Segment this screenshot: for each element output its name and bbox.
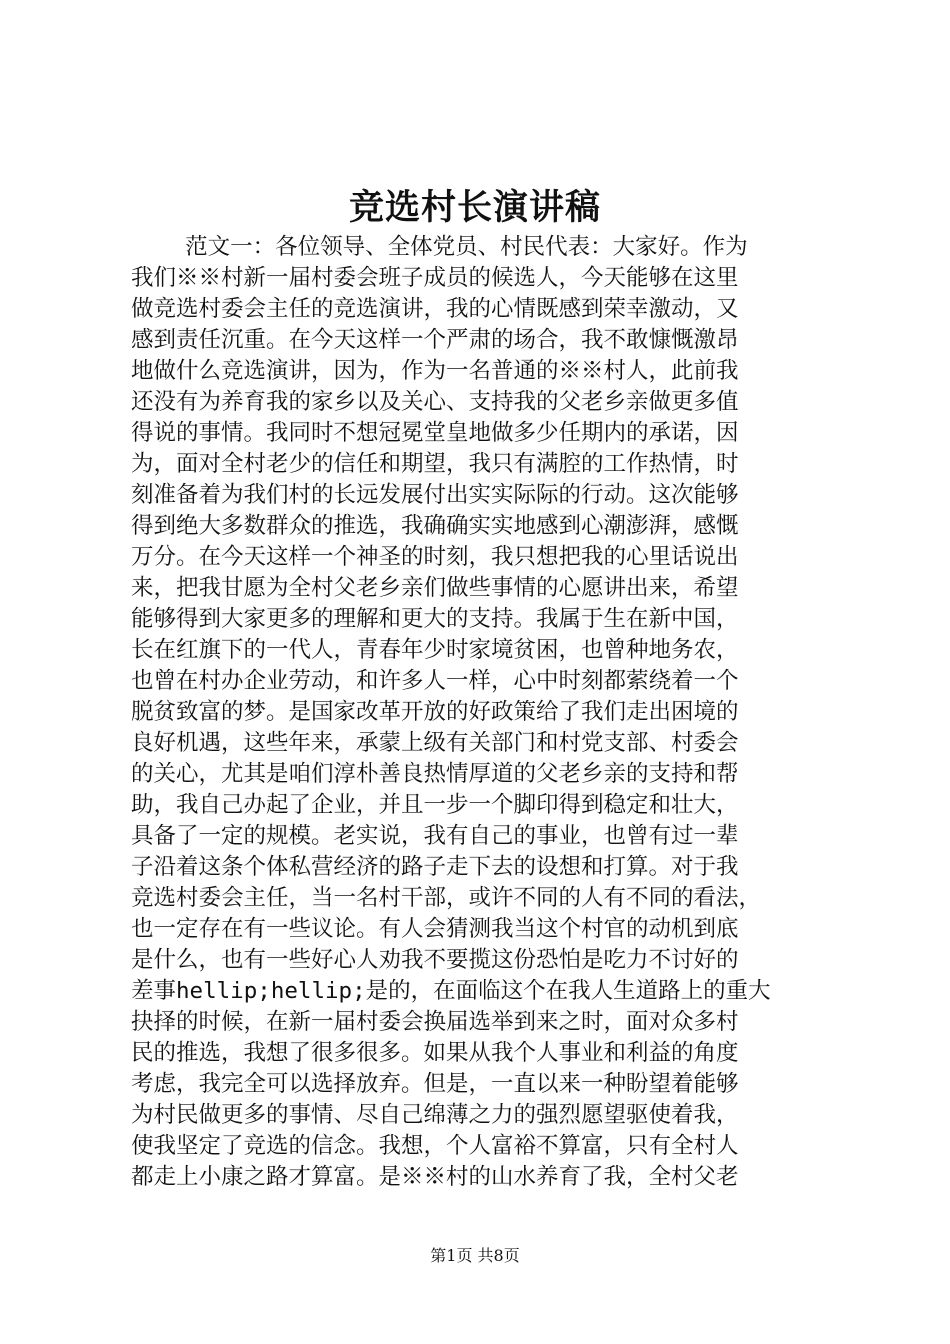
document-title: 竞选村长演讲稿	[348, 187, 601, 228]
body-line: 万分。在今天这样一个神圣的时刻，我只想把我的心里话说出	[131, 544, 739, 570]
body-line: 的关心，尤其是咱们淳朴善良热情厚道的父老乡亲的支持和帮	[131, 761, 739, 787]
body-line: 考虑，我完全可以选择放弃。但是，一直以来一种盼望着能够	[131, 1071, 739, 1097]
body-line: 抉择的时候，在新一届村委会换届选举到来之时，面对众多村	[131, 1009, 739, 1035]
body-line: 刻准备着为我们村的长远发展付出实实际际的行动。这次能够	[131, 482, 739, 508]
body-line: 得说的事情。我同时不想冠冕堂皇地做多少任期内的承诺，因	[131, 420, 739, 446]
body-line: 来，把我甘愿为全村父老乡亲们做些事情的心愿讲出来，希望	[131, 575, 739, 601]
body-line: 差事hellip;hellip;是的，在面临这个在我人生道路上的重大	[131, 978, 771, 1004]
body-line: 地做什么竞选演讲，因为，作为一名普通的※※村人，此前我	[131, 358, 739, 384]
body-line: 子沿着这条个体私营经济的路子走下去的设想和打算。对于我	[131, 854, 739, 880]
body-line: 也一定存在有一些议论。有人会猜测我当这个村官的动机到底	[131, 916, 739, 942]
body-line: 脱贫致富的梦。是国家改革开放的好政策给了我们走出困境的	[131, 699, 739, 725]
body-line: 长在红旗下的一代人，青春年少时家境贫困，也曾种地务农，	[131, 637, 739, 663]
body-line: 具备了一定的规模。老实说，我有自己的事业，也曾有过一辈	[131, 823, 739, 849]
body-line: 我们※※村新一届村委会班子成员的候选人，今天能够在这里	[131, 265, 739, 291]
body-line: 是什么，也有一些好心人劝我不要揽这份恐怕是吃力不讨好的	[131, 947, 739, 973]
body-line: 感到责任沉重。在今天这样一个严肃的场合，我不敢慷慨激昂	[131, 327, 739, 353]
body-line: 范文一：各位领导、全体党员、村民代表：大家好。作为	[131, 234, 748, 260]
body-line: 为村民做更多的事情、尽自己绵薄之力的强烈愿望驱使着我，	[131, 1102, 739, 1128]
document-body	[131, 232, 831, 1193]
body-line: 助，我自己办起了企业，并且一步一个脚印得到稳定和壮大，	[131, 792, 739, 818]
body-line: 良好机遇，这些年来，承蒙上级有关部门和村党支部、村委会	[131, 730, 739, 756]
body-line: 还没有为养育我的家乡以及关心、支持我的父老乡亲做更多值	[131, 389, 739, 415]
body-line: 民的推选，我想了很多很多。如果从我个人事业和利益的角度	[131, 1040, 739, 1066]
body-line: 为，面对全村老少的信任和期望，我只有满腔的工作热情，时	[131, 451, 739, 477]
body-line: 能够得到大家更多的理解和更大的支持。我属于生在新中国，	[131, 606, 739, 632]
body-line: 得到绝大多数群众的推选，我确确实实地感到心潮澎湃，感慨	[131, 513, 739, 539]
page-number-footer: 第1页 共8页	[430, 1246, 520, 1265]
body-line: 使我坚定了竞选的信念。我想，个人富裕不算富，只有全村人	[131, 1133, 739, 1159]
body-line: 也曾在村办企业劳动，和许多人一样，心中时刻都萦绕着一个	[131, 668, 739, 694]
body-line: 做竞选村委会主任的竞选演讲，我的心情既感到荣幸激动，又	[131, 296, 739, 322]
body-line: 竞选村委会主任，当一名村干部，或许不同的人有不同的看法，	[131, 885, 762, 911]
body-line: 都走上小康之路才算富。是※※村的山水养育了我，全村父老	[131, 1164, 739, 1190]
